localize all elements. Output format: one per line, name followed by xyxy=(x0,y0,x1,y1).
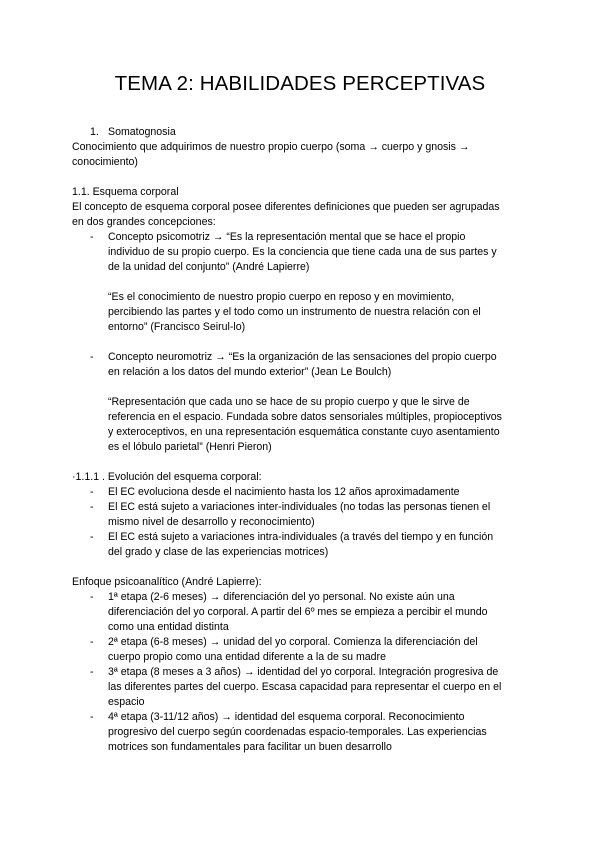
neuromotriz-line: Concepto neuromotriz → “Es la organización de las sensaciones del propio cuerpo xyxy=(108,351,497,363)
subsection-heading-enfoque: Enfoque psicoanalítico (André Lapierre): xyxy=(72,576,262,588)
etapa-line: como una entidad distinta xyxy=(108,621,229,633)
list-item-line: El EC está sujeto a variaciones intra-individuales (a través del tiempo y en función xyxy=(108,531,494,543)
list-dash: - xyxy=(90,231,94,243)
definition-line: Conocimiento que adquirimos de nuestro propio cuerpo (soma → cuerpo y gnosis → xyxy=(72,141,470,153)
list-dash: - xyxy=(90,636,94,648)
quote-line: referencia en el espacio. Fundada sobre datos sensoriales múltiples, propioceptivos xyxy=(108,411,502,423)
neuromotriz-line: en relación a los datos del mundo exterior” (Jean Le Boulch) xyxy=(108,366,392,378)
list-dash: - xyxy=(90,351,94,363)
list-item-line: El EC está sujeto a variaciones inter-individuales (no todas las personas tienen el xyxy=(108,501,491,513)
etapa-line: motrices son fundamentales para facilitar un buen desarrollo xyxy=(108,741,392,753)
quote-line: entorno” (Francisco Seirul-lo) xyxy=(108,321,246,333)
psicomotriz-line: individuo de su propio cuerpo. Es la conciencia que tiene cada una de sus partes y xyxy=(108,246,497,258)
list-dash: - xyxy=(90,591,94,603)
subsection-heading-esquema: 1.1. Esquema corporal xyxy=(72,186,179,198)
etapa-line: 3ª etapa (8 meses a 3 años) → identidad del yo corporal. Integración progresiva de xyxy=(108,666,499,678)
page-title: TEMA 2: HABILIDADES PERCEPTIVAS xyxy=(114,72,486,95)
intro-line: en dos grandes concepciones: xyxy=(72,216,216,228)
subsection-heading-evolucion: ·1.1.1 . Evolución del esquema corporal: xyxy=(72,471,262,483)
list-item-line: El EC evoluciona desde el nacimiento hasta los 12 años aproximadamente xyxy=(108,486,460,498)
list-item-line: del grado y clase de las experiencias motrices) xyxy=(108,546,329,558)
quote-line: y exteroceptivos, en una representación esquemática constante cuyo asentamiento xyxy=(108,426,500,438)
list-dash: - xyxy=(90,711,94,723)
list-dash: - xyxy=(90,531,94,543)
etapa-line: espacio xyxy=(108,696,145,708)
intro-line: El concepto de esquema corporal posee diferentes definiciones que pueden ser agrupadas xyxy=(72,201,500,213)
etapa-line: 4ª etapa (3-11/12 años) → identidad del esquema corporal. Reconocimiento xyxy=(108,711,465,723)
etapa-line: 1ª etapa (2-6 meses) → diferenciación del yo personal. No existe aún una xyxy=(108,591,455,603)
etapa-line: cuerpo propio como una entidad diferente a la de su madre xyxy=(108,651,386,663)
etapa-line: diferenciación del yo corporal. A partir del 6º mes se empieza a percibir el mundo xyxy=(108,606,488,618)
quote-line: es el lóbulo parietal” (Henri Pieron) xyxy=(108,441,272,453)
list-dash: - xyxy=(90,501,94,513)
quote-line: “Es el conocimiento de nuestro propio cuerpo en reposo y en movimiento, xyxy=(108,291,455,303)
quote-line: “Representación que cada uno se hace de su propio cuerpo y que le sirve de xyxy=(108,396,470,408)
etapa-line: progresivo del cuerpo según coordenadas espacio-temporales. Las experiencias xyxy=(108,726,487,738)
section-heading-somatognosia: Somatognosia xyxy=(108,126,176,138)
list-dash: - xyxy=(90,486,94,498)
psicomotriz-line: de la unidad del conjunto” (André Lapierre) xyxy=(108,261,310,273)
quote-line: percibiendo las partes y el todo como un instrumento de nuestra relación con el xyxy=(108,306,481,318)
list-dash: - xyxy=(90,666,94,678)
list-item-line: mismo nivel de desarrollo y reconocimiento) xyxy=(108,516,315,528)
section-number: 1. xyxy=(90,126,99,138)
etapa-line: 2ª etapa (6-8 meses) → unidad del yo corporal. Comienza la diferenciación del xyxy=(108,636,478,648)
definition-line: conocimiento) xyxy=(72,156,138,168)
psicomotriz-line: Concepto psicomotriz → “Es la representación mental que se hace el propio xyxy=(108,231,466,243)
etapa-line: las diferentes partes del cuerpo. Escasa capacidad para representar el cuerpo en el xyxy=(108,681,502,693)
